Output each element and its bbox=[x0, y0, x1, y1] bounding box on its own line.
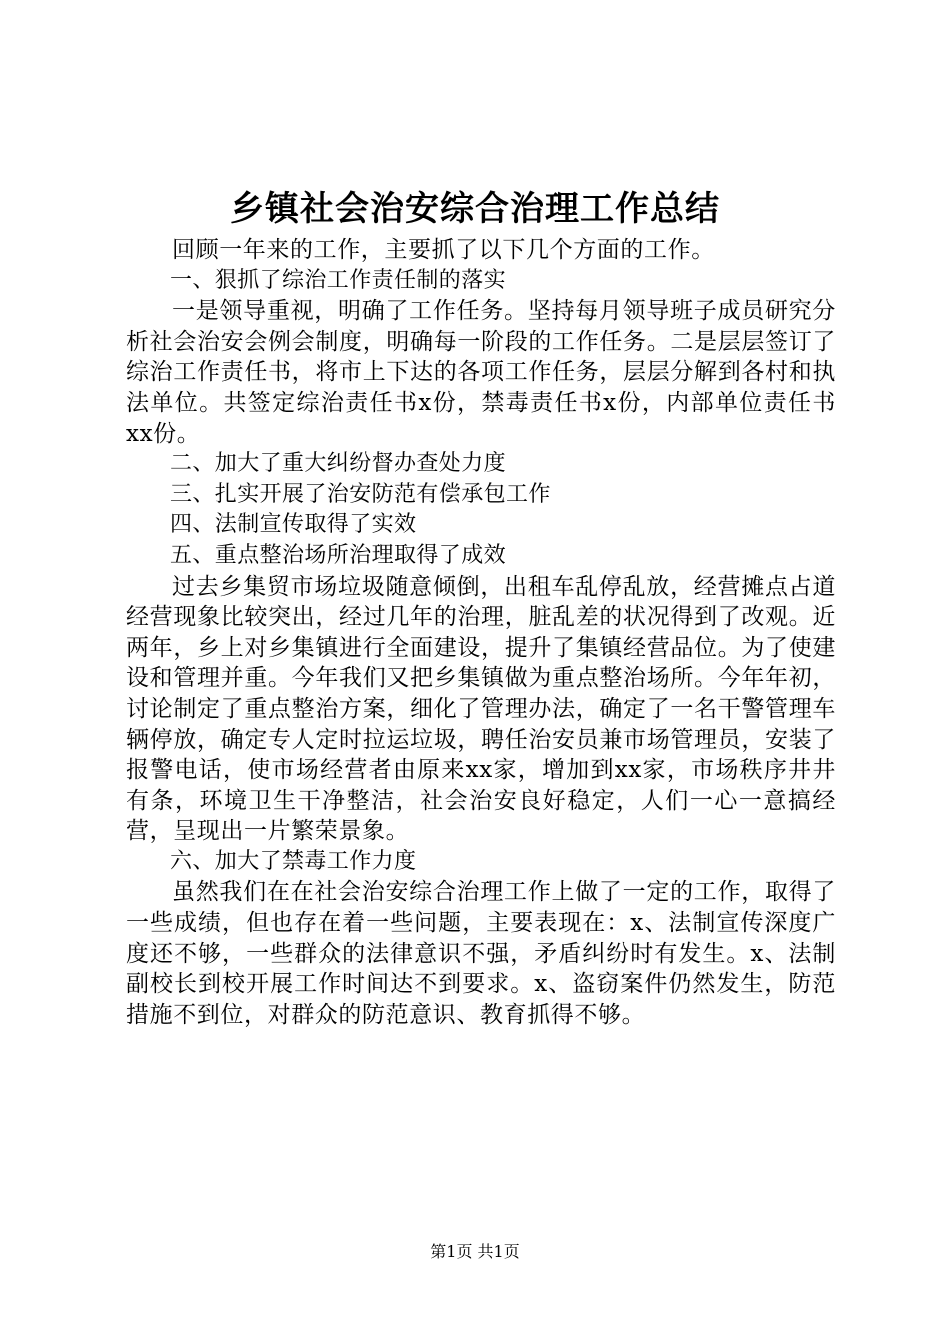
section-paragraph-5: 过去乡集贸市场垃圾随意倾倒，出租车乱停乱放，经营摊点占道经营现象比较突出，经过几年的治理，脏乱差的状况得到了改观。近两年，乡上对乡集镇进行全面建设，提升了集镇经营品位。为了使建设和管理并重。今年我们又把乡集镇做为重点整治场所。今年年初，讨论制定了重点整治方案，细化了管理办法，确定了一名干警管理车辆停放，确定专人定时拉运垃圾，聘任治安员兼市场管理员，安装了报警电话，使市场经营者由原来xx家，增加到xx家，市场秩序井井有条，环境卫生干净整洁，社会治安良好稳定，人们一心一意搞经营，呈现出一片繁荣景象。 bbox=[126, 573, 836, 845]
document-title: 乡镇社会治安综合治理工作总结 bbox=[230, 189, 720, 229]
section-heading-3: 三、扎实开展了治安防范有偿承包工作 bbox=[170, 481, 551, 507]
page-footer: 第1页 共1页 bbox=[430, 1242, 520, 1261]
section-heading-4: 四、法制宣传取得了实效 bbox=[170, 512, 417, 538]
document-body bbox=[126, 235, 836, 1030]
section-paragraph-6: 虽然我们在在社会治安综合治理工作上做了一定的工作，取得了一些成绩，但也存在着一些问题，主要表现在：x、法制宣传深度广度还不够，一些群众的法律意识不强，矛盾纠纷时有发生。x、法制副校长到校开展工作时间达不到要求。x、盗窃案件仍然发生，防范措施不到位，对群众的防范意识、教育抓得不够。 bbox=[126, 879, 836, 1028]
section-heading-6: 六、加大了禁毒工作力度 bbox=[170, 848, 417, 874]
section-heading-1: 一、狠抓了综治工作责任制的落实 bbox=[170, 267, 507, 293]
intro-paragraph: 回顾一年来的工作，主要抓了以下几个方面的工作。 bbox=[172, 237, 715, 263]
section-heading-5: 五、重点整治场所治理取得了成效 bbox=[170, 542, 507, 568]
section-heading-2: 二、加大了重大纠纷督办查处力度 bbox=[170, 451, 507, 477]
section-paragraph-1: 一是领导重视，明确了工作任务。坚持每月领导班子成员研究分析社会治安会例会制度，明确每一阶段的工作任务。二是层层签订了综治工作责任书，将市上下达的各项工作任务，层层分解到各村和执法单位。共签定综治责任书x份，禁毒责任书x份，内部单位责任书xx份。 bbox=[126, 298, 836, 447]
